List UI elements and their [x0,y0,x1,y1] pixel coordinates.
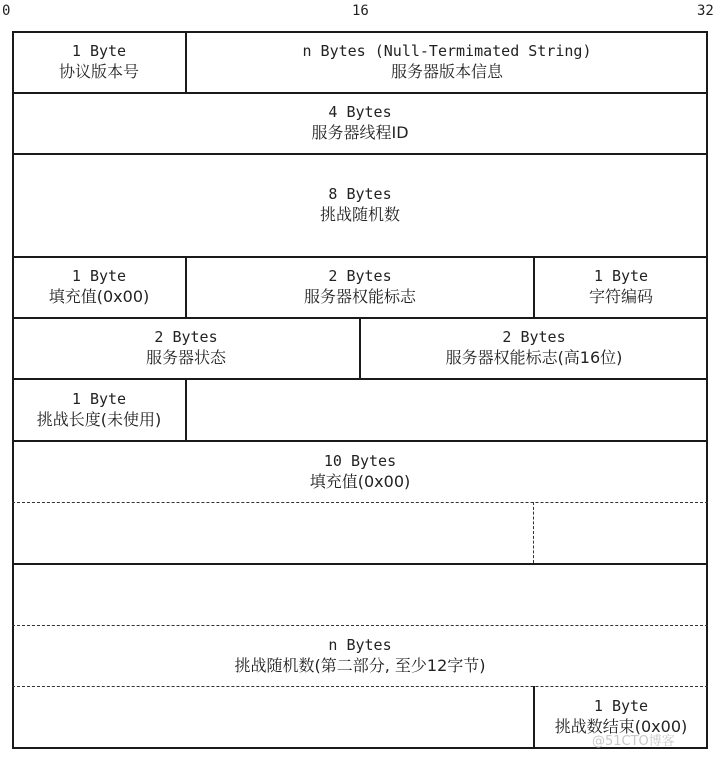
row-separator-dashed [12,502,708,503]
field-description: 挑战随机数 [319,205,400,224]
field-description: 服务器权能标志(高16位) [445,348,623,367]
row-capabilities [12,256,708,317]
field-capability-flags [186,256,534,317]
packet-structure-diagram [12,31,708,749]
field-server-status [12,317,360,378]
field-size: n Bytes [328,636,392,654]
field-description: 挑战长度(未使用) [36,409,162,429]
field-size: 1 Byte [71,267,127,285]
field-protocol-version [12,31,186,92]
field-description: 挑战随机数(第二部分, 至少12字节) [234,656,486,675]
field-challenge-length [12,378,186,440]
row-filler [12,440,708,502]
field-size: 2 Bytes [328,267,392,285]
scale-label-0: 0 [2,3,11,19]
field-description: 挑战数结束(0x00) [554,717,688,736]
field-size: 1 Byte [593,697,649,715]
field-size: 1 Byte [71,389,127,408]
field-description: 服务器版本信息 [390,62,503,81]
field-description: 字符编码 [588,287,653,306]
field-size: 10 Bytes [323,451,397,470]
field-separator-dashed [533,502,534,563]
field-thread-id [12,92,708,153]
field-size: 2 Bytes [154,328,218,346]
field-capability-flags-high [360,317,708,378]
row-challenge-random-2 [12,625,708,686]
field-challenge-random-2 [12,625,708,686]
field-size: 8 Bytes [328,185,392,203]
scale-label-16: 16 [352,3,369,19]
field-description: 填充值(0x00) [309,471,411,491]
watermark: @51CTO博客 [592,734,675,749]
field-size: n Bytes (Null-Termimated String) [302,42,592,60]
row-challenge-length [12,378,708,440]
field-size: 4 Bytes [328,103,392,121]
field-filler-10 [12,440,708,502]
row-challenge-random [12,153,708,256]
field-description: 服务器线程ID [311,123,409,142]
field-size: 1 Byte [71,42,127,60]
field-description: 服务器权能标志 [303,287,416,306]
field-description: 服务器状态 [145,348,226,367]
field-size: 1 Byte [593,267,649,285]
scale-label-32: 32 [697,3,714,19]
row-status [12,317,708,378]
field-challenge-random [12,153,708,256]
field-charset [534,256,708,317]
field-filler [12,256,186,317]
field-size: 2 Bytes [502,328,566,346]
field-description: 协议版本号 [58,62,139,81]
row-protocol-version [12,31,708,92]
row-separator [12,563,708,565]
field-description: 填充值(0x00) [48,287,150,306]
field-server-version [186,31,708,92]
row-thread-id [12,92,708,153]
